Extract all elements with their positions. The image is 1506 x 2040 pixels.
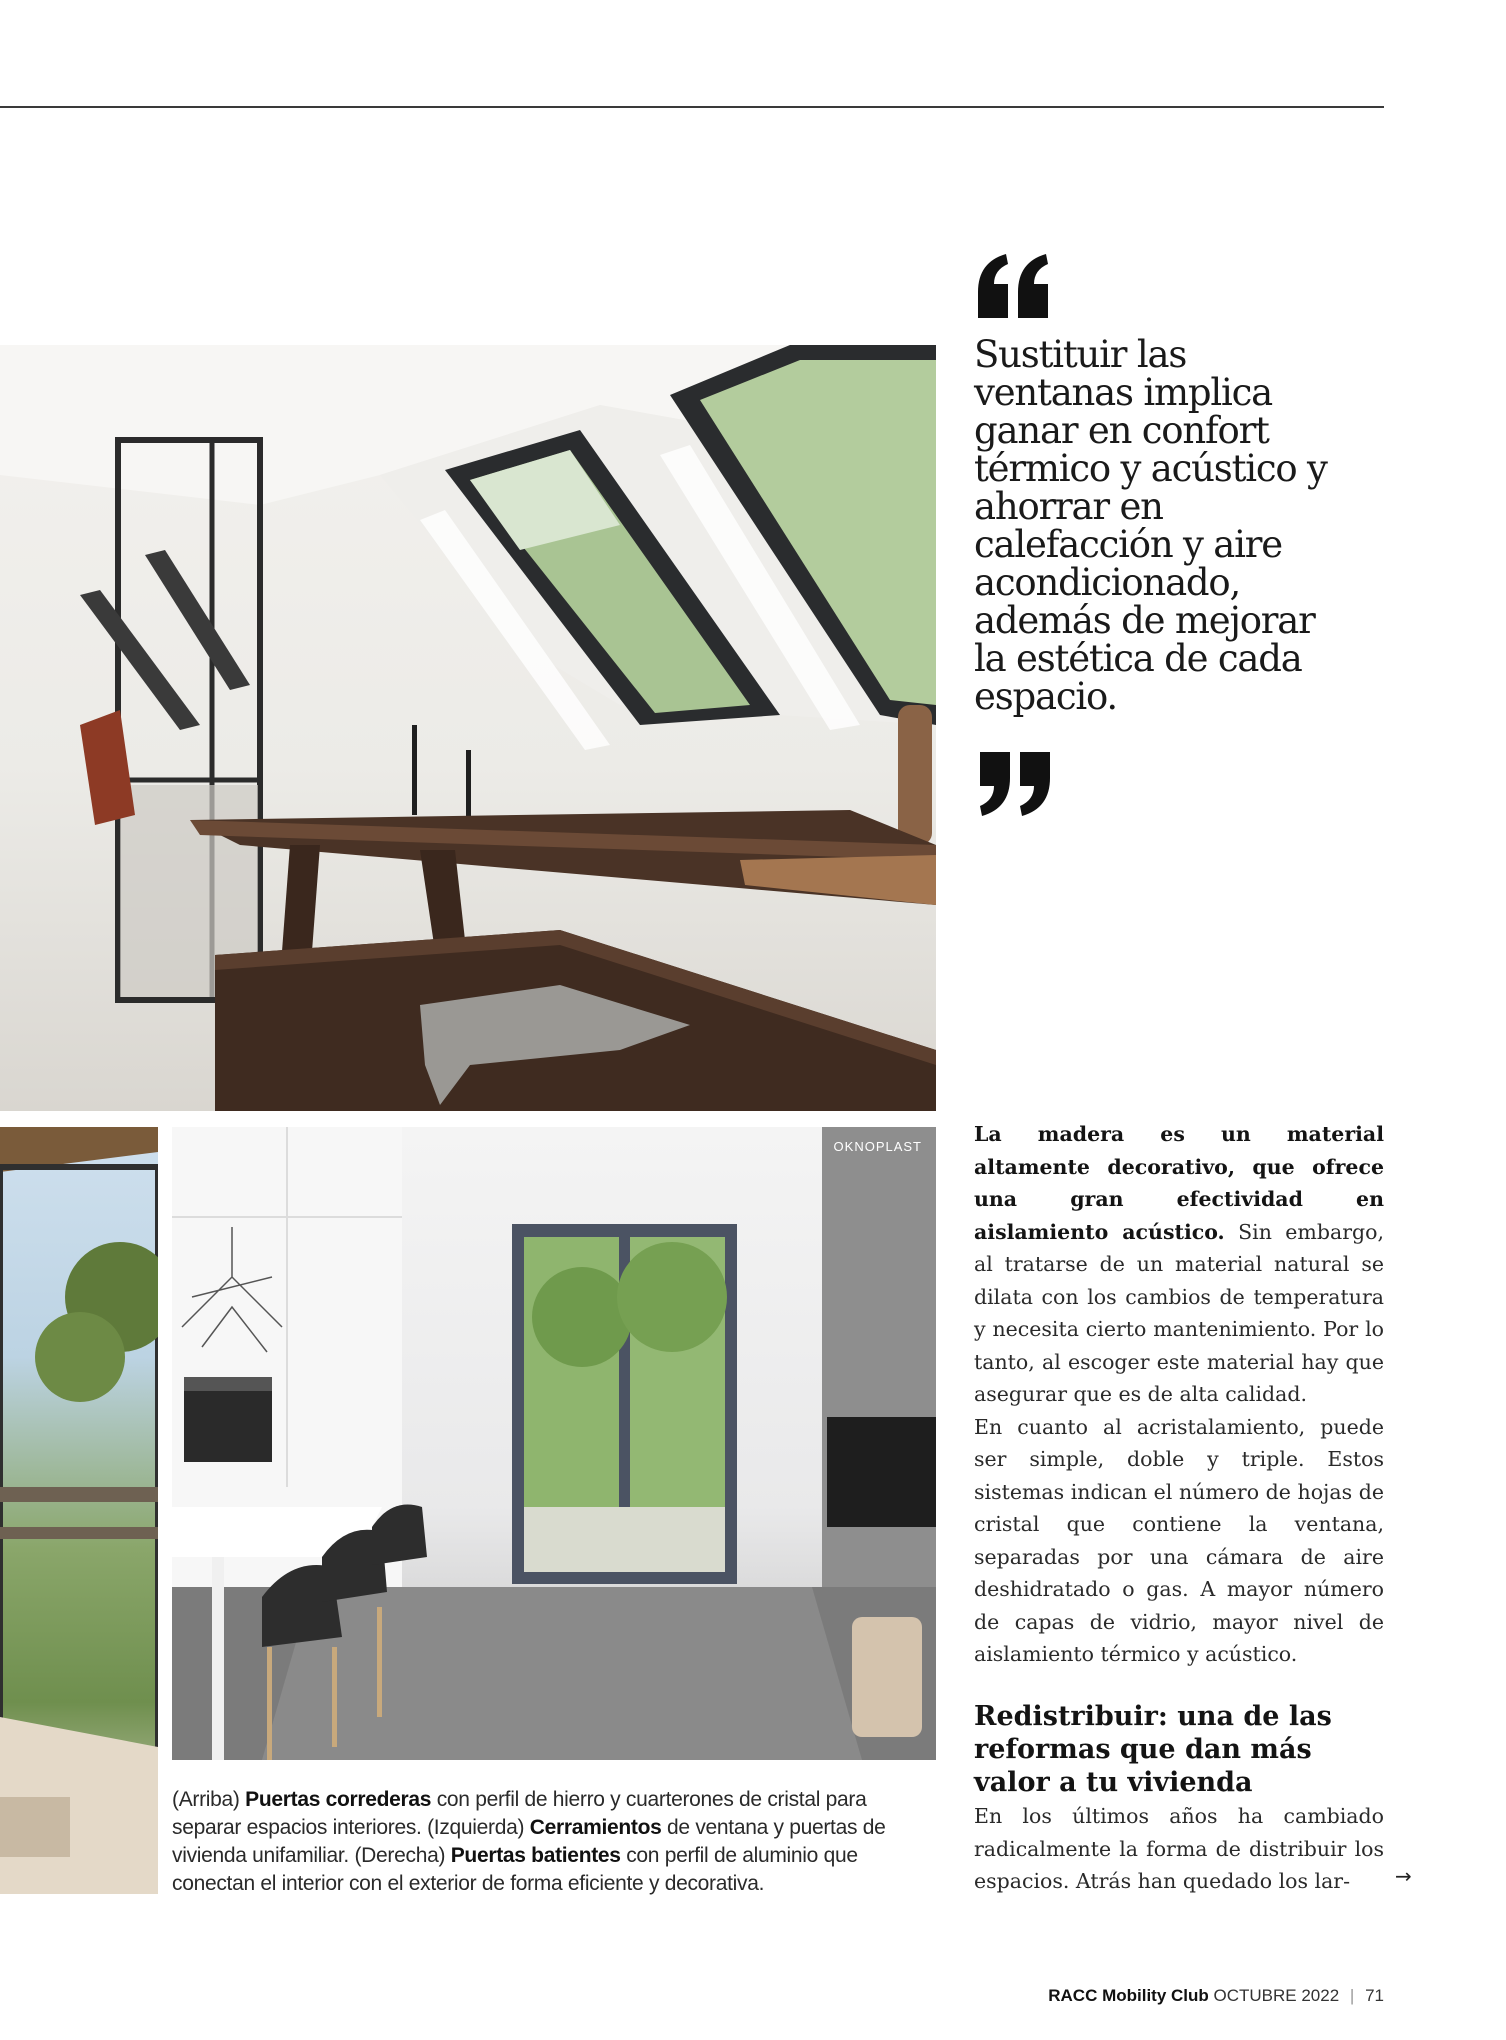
- caption-text-1: (Arriba): [172, 1788, 246, 1811]
- paragraph-wood-rest: Sin embargo, al tratarse de un material natural se dilata con los cambios de temperatura y necesita cierto mantenimiento. Por lo tanto, al escoger este material hay que asegurar que es de alta calidad.: [974, 1219, 1384, 1406]
- footer-separator: |: [1349, 1986, 1355, 2005]
- open-quote-icon: [974, 252, 1054, 322]
- photo-caption: [172, 1786, 938, 1898]
- photo-attic-dining: [0, 345, 936, 1111]
- paragraph-wood: [974, 1118, 1384, 1411]
- caption-text-4: con perfil de aluminio que conectan el interior con el exterior de forma eficiente y decorativa.: [172, 1844, 858, 1895]
- article-body-1: [974, 1118, 1384, 1671]
- caption-bold-1: Puertas correderas: [245, 1788, 432, 1811]
- footer-brand: RACC Mobility Club: [1048, 1986, 1209, 2005]
- article-body-2: [974, 1800, 1384, 1898]
- lead-sentence: La madera es un material altamente decorativo, que ofrece una gran efectividad en aislamiento acústico.: [974, 1122, 1384, 1244]
- caption-text-3: de ventana y puertas de vivienda unifamiliar. (Derecha): [172, 1816, 886, 1867]
- footer-issue: OCTUBRE 2022: [1213, 1986, 1340, 2005]
- section-heading: Redistribuir: una de las reformas que dan más valor a tu vivienda: [974, 1701, 1332, 1798]
- continue-arrow-icon: →: [1395, 1864, 1412, 1888]
- photo-aluminium-door: [172, 1127, 936, 1760]
- header-rule: [0, 106, 1384, 108]
- page-number: 71: [1365, 1986, 1384, 2005]
- close-quote-icon: [974, 748, 1054, 818]
- caption-text-2: con perfil de hierro y cuarterones de cristal para separar espacios interiores. (Izquierda): [172, 1788, 867, 1839]
- caption-bold-2: Cerramientos: [529, 1816, 662, 1839]
- paragraph-glazing: En cuanto al acristalamiento, puede ser simple, doble y triple. Estos sistemas indican el número de hojas de cristal que contiene la ventana, separadas por una cámara de aire deshidratado o gas. A mayor número de capas de vidrio, mayor nivel de aislamiento térmico y acústico.: [974, 1414, 1384, 1666]
- paragraph-redistribute: En los últimos años ha cambiado radicalmente la forma de distribuir los espacios. Atrás han quedado los lar-: [974, 1804, 1384, 1893]
- caption-bold-3: Puertas batientes: [450, 1844, 621, 1867]
- pull-quote: Sustituir las ventanas implica ganar en confort térmico y acústico y ahorrar en calefacción y aire acondicionado, además de mejorar la estética de cada espacio.: [974, 333, 1327, 718]
- page-footer: [1048, 1986, 1384, 2006]
- photo-exterior-window: [0, 1127, 158, 1894]
- photo-credit: OKNOPLAST: [833, 1139, 922, 1154]
